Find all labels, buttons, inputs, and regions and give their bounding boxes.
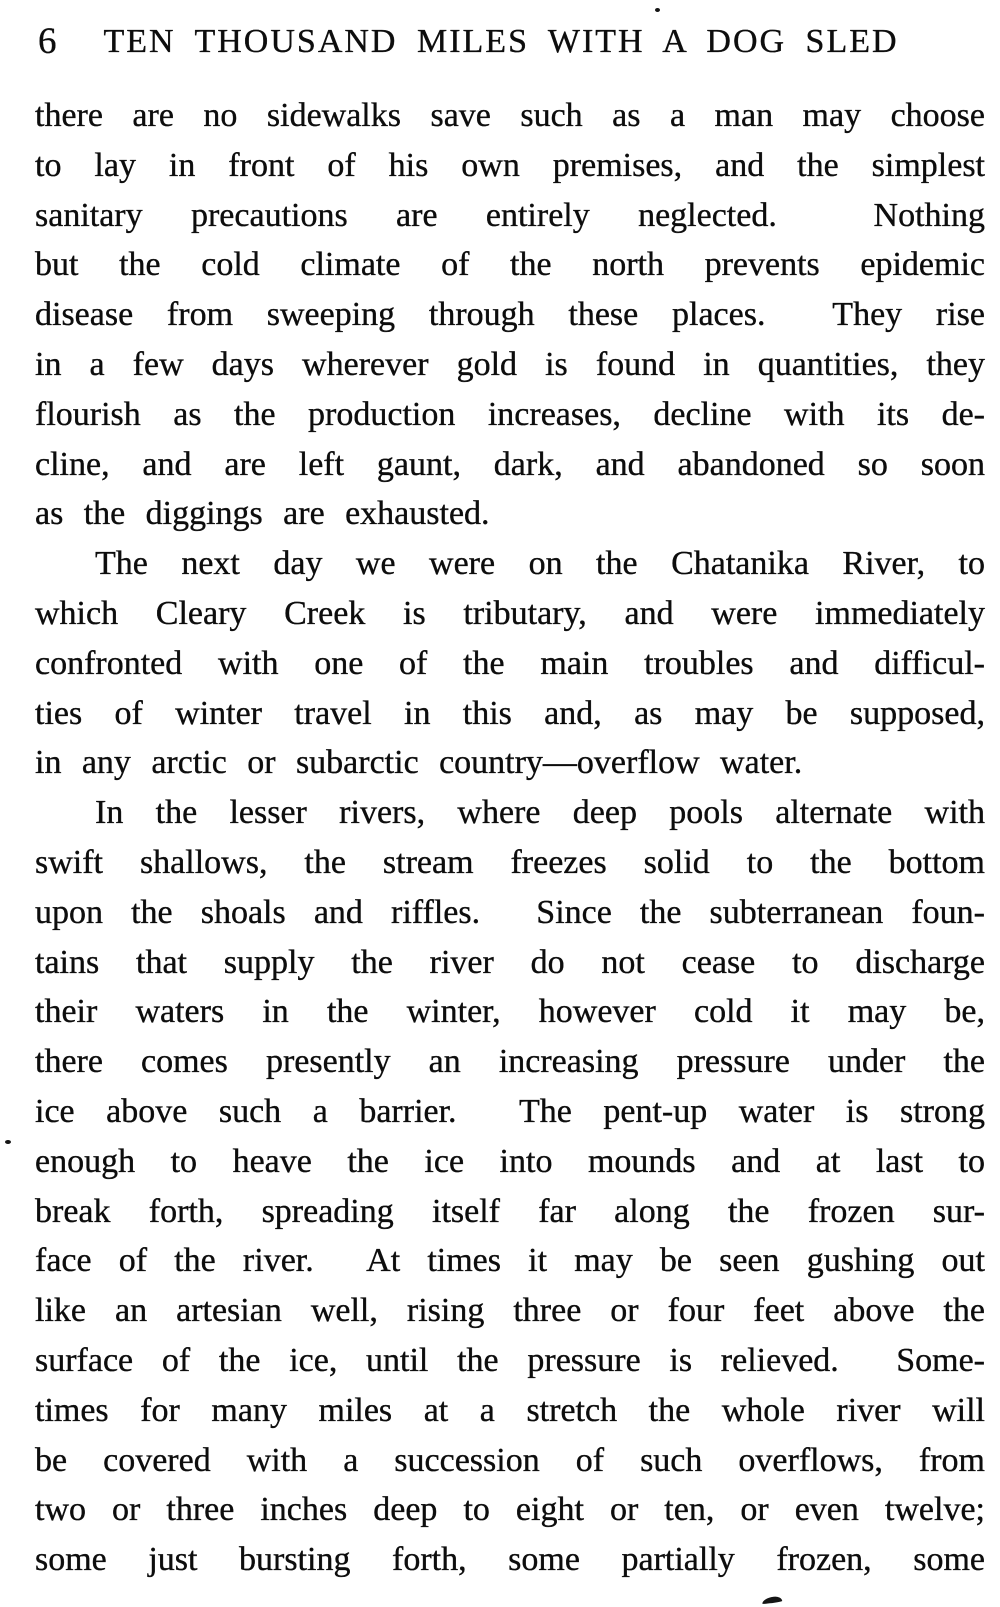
text-line: as the diggings are exhausted. — [35, 495, 490, 533]
text-line: In the lesser rivers, where deep pools alternate with — [95, 794, 985, 832]
scan-speck — [5, 1140, 11, 1144]
text-line: some just bursting forth, some partially frozen, some — [35, 1541, 985, 1579]
text-line: there are no sidewalks save such as a man may choose — [35, 97, 985, 134]
text-line: two or three inches deep to eight or ten, or even twelve; — [35, 1491, 985, 1529]
text-line: surface of the ice, until the pressure is relieved. Some- — [35, 1341, 985, 1379]
text-line: but the cold climate of the north prevents epidemic — [35, 246, 985, 284]
text-line: enough to heave the ice into mounds and at last to — [35, 1142, 985, 1180]
text-line: confronted with one of the main troubles and difficul- — [35, 644, 985, 682]
text-line: cline, and are left gaunt, dark, and abandoned so soon — [35, 445, 985, 483]
text-line: which Cleary Creek is tributary, and were immediately — [35, 594, 985, 632]
text-line: like an artesian well, rising three or four feet above the — [35, 1292, 985, 1330]
text-line: sanitary precautions are entirely neglected. Nothing — [35, 196, 985, 234]
page-header — [38, 20, 985, 64]
text-line: swift shallows, the stream freezes solid to the bottom — [35, 843, 985, 881]
text-line: ties of winter travel in this and, as may be supposed, — [35, 694, 985, 732]
text-line: face of the river. At times it may be seen gushing out — [35, 1242, 985, 1280]
text-line: in a few days wherever gold is found in quantities, they — [35, 345, 985, 383]
text-line: disease from sweeping through these places. They rise — [35, 296, 985, 334]
text-line: their waters in the winter, however cold it may be, — [35, 993, 985, 1031]
text-line: flourish as the production increases, decline with its de- — [35, 395, 985, 433]
text-line: times for many miles at a stretch the whole river will — [35, 1391, 985, 1429]
text-line: tains that supply the river do not cease to discharge — [35, 943, 985, 981]
text-line: in any arctic or subarctic country—overflow water. — [35, 744, 803, 782]
text-line: be covered with a succession of such overflows, from — [35, 1441, 985, 1479]
scan-speck — [655, 8, 660, 12]
body-text — [35, 91, 985, 1585]
text-line: upon the shoals and riffles. Since the subterranean foun- — [35, 893, 985, 931]
text-line: The next day we were on the Chatanika River, to — [95, 545, 985, 583]
text-line: break forth, spreading itself far along the frozen sur- — [35, 1192, 985, 1230]
scan-smudge-next-line — [762, 1596, 783, 1605]
running-title: TEN THOUSAND MILES WITH A DOG SLED — [103, 23, 899, 60]
text-line: to lay in front of his own premises, and the simplest — [35, 146, 985, 184]
text-line: there comes presently an increasing pressure under the — [35, 1043, 985, 1081]
text-line: ice above such a barrier. The pent-up water is strong — [35, 1092, 985, 1130]
page-number: 6 — [38, 21, 57, 62]
